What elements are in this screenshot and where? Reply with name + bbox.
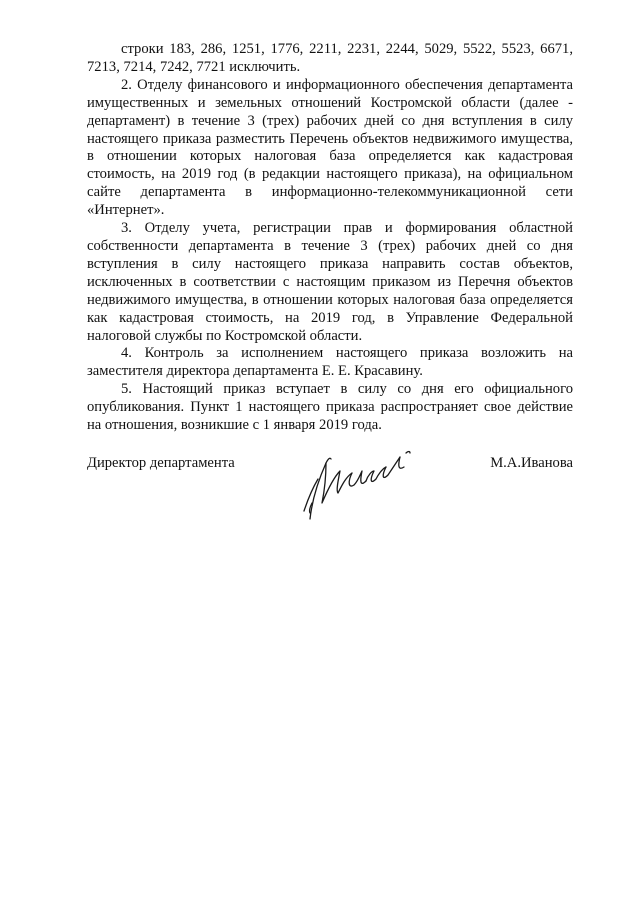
paragraph-1-continuation: строки 183, 286, 1251, 1776, 2211, 2231, 2244, 5029, 5522, 5523, 6671, 7213, 7214, 7242, 7721 исключить.: [87, 41, 573, 75]
signature-block: [87, 455, 573, 535]
document-body: [87, 41, 573, 435]
signer-title: Директор департамента: [87, 455, 235, 471]
signer-name: М.А.Иванова: [490, 455, 573, 471]
paragraph-2: 2. Отделу финансового и информационного обеспечения департамента имущественных и земельных отношений Костромской области (далее - департамент) в течение 3 (трех) рабочих дней со дня вступления в силу настоящего приказа разместить Перечень объектов недвижимого имущества, в отношении которых налоговая база определяется как кадастровая стоимость, на 2019 год (в редакции настоящего приказа), на официальном сайте департамента в информационно-телекоммуникационной сети «Интернет».: [87, 76, 573, 219]
paragraph-5: 5. Настоящий приказ вступает в силу со дня его официального опубликования. Пункт 1 настоящего приказа распространяет свое действие на отношения, возникшие с 1 января 2019 года.: [87, 381, 573, 434]
handwritten-signature: [282, 441, 422, 531]
paragraph-4: 4. Контроль за исполнением настоящего приказа возложить на заместителя директора департамента Е. Е. Красавину.: [87, 345, 573, 380]
paragraph-3: 3. Отделу учета, регистрации прав и формирования областной собственности департамента в течение 3 (трех) рабочих дней со дня вступления в силу настоящего приказа направить состав объектов, исключенных в соответствии с настоящим приказом из Перечня объектов недвижимого имущества, в отношении которых налоговая база определяется как кадастровая стоимость, на 2019 год, в Управление Федеральной налоговой службы по Костромской области.: [87, 220, 573, 344]
